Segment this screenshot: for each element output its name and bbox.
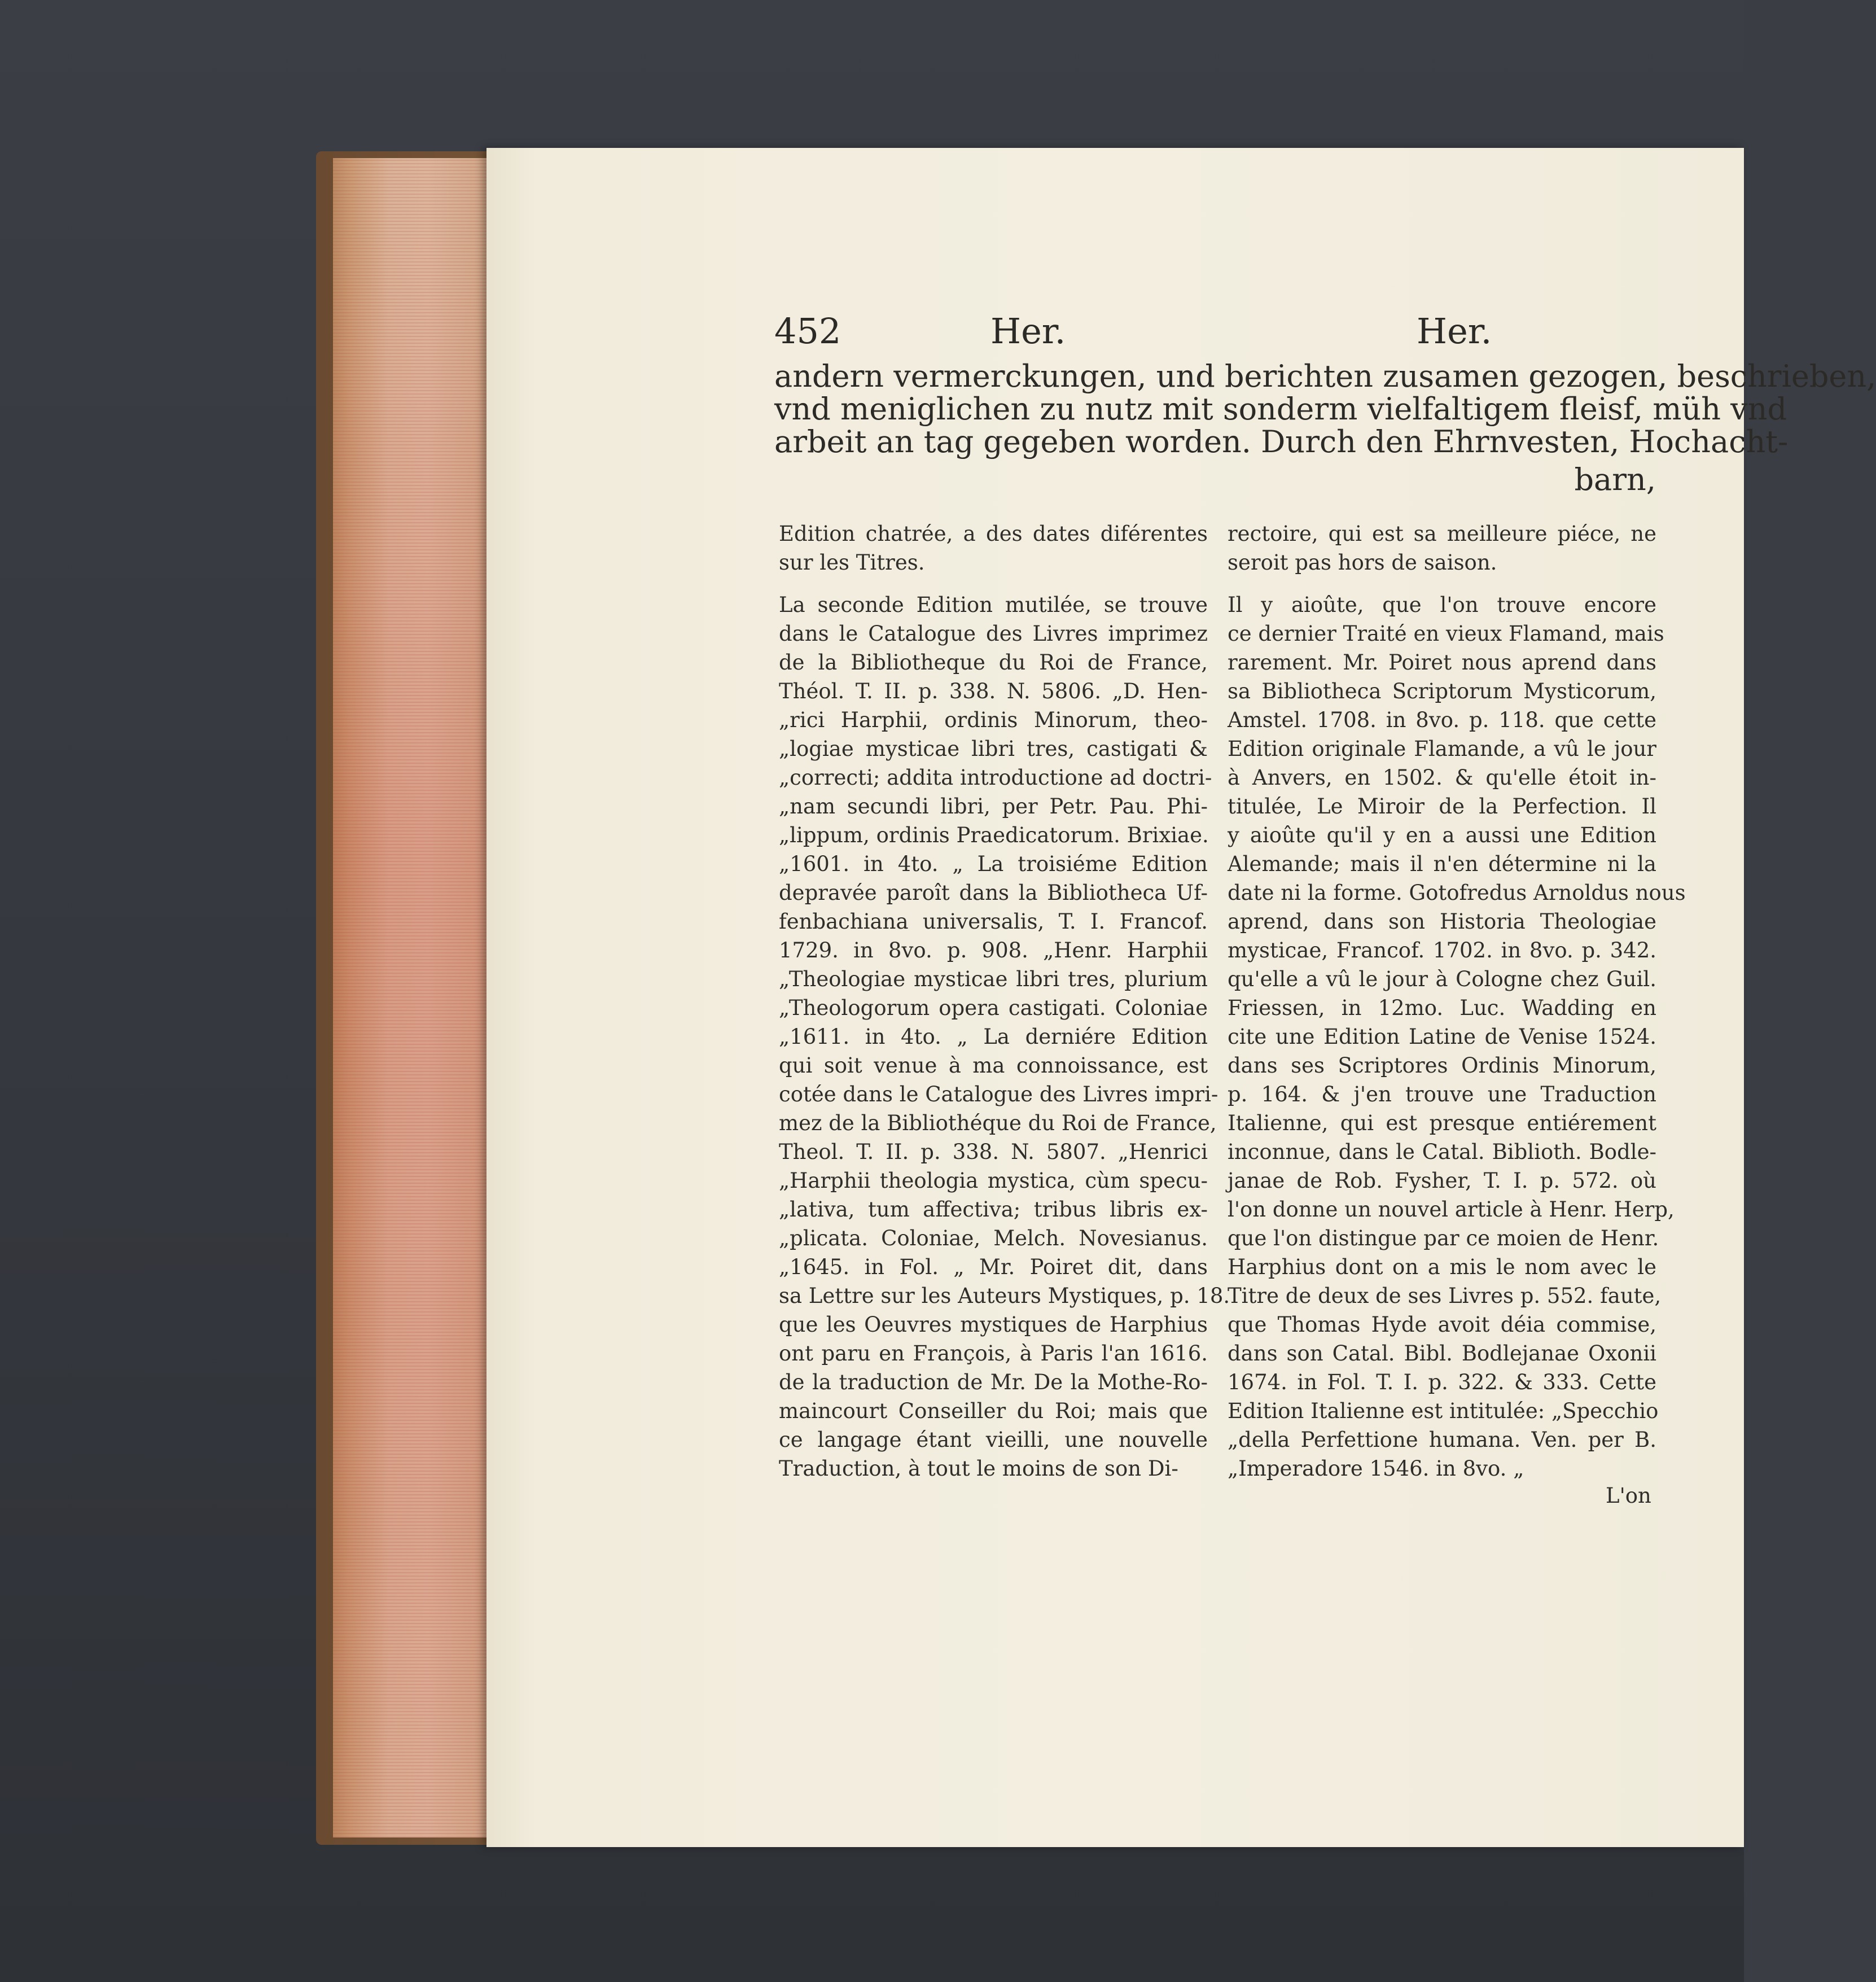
- paragraph-gap: [1228, 577, 1656, 590]
- text-line: Italienne, qui est presque entiérement: [1228, 1111, 1656, 1135]
- text-line: rarement. Mr. Poiret nous aprend dans: [1228, 650, 1656, 675]
- text-line: sa Lettre sur les Auteurs Mystiques, p. 18.: [779, 1284, 1230, 1308]
- text-line: dans le Catalogue des Livres imprimez: [779, 622, 1208, 646]
- text-line: sur les Titres.: [779, 550, 925, 575]
- text-line: que l'on distingue par ce moien de Henr.: [1228, 1226, 1659, 1250]
- text-line: p. 164. & j'en trouve une Traduction: [1228, 1082, 1656, 1106]
- text-line: 1674. in Fol. T. I. p. 322. & 333. Cette: [1228, 1370, 1656, 1394]
- text-line: „Theologorum opera castigati. Coloniae: [779, 996, 1208, 1020]
- text-line: qui soit venue à ma connoissance, est: [779, 1053, 1208, 1078]
- text-line: „della Perfettione humana. Ven. per B.: [1228, 1428, 1656, 1452]
- text-line: Friessen, in 12mo. Luc. Wadding en: [1228, 996, 1656, 1020]
- running-head-right: Her.: [1417, 310, 1492, 352]
- text-line: Titre de deux de ses Livres p. 552. faute,: [1228, 1284, 1662, 1308]
- text-line: „lippum, ordinis Praedicatorum. Brixiae.: [779, 823, 1209, 847]
- text-line: Il y aioûte, que l'on trouve encore: [1228, 593, 1656, 617]
- text-line: l'on donne un nouvel article à Henr. Herp,: [1228, 1197, 1675, 1222]
- carryover-line-3: arbeit an tag gegeben worden. Durch den Ehrnvesten, Hochacht-: [774, 424, 1789, 460]
- text-line: „1645. in Fol. „ Mr. Poiret dit, dans: [779, 1255, 1208, 1279]
- text-line: „Theologiae mysticae libri tres, plurium: [779, 967, 1208, 991]
- text-line: Edition Italienne est intitulée: „Specchio: [1228, 1399, 1659, 1423]
- carryover-line-2: vnd meniglichen zu nutz mit sonderm vielfaltigem fleisf, müh vnd: [774, 391, 1787, 427]
- text-line: ce dernier Traité en vieux Flamand, mais: [1228, 622, 1664, 646]
- text-line: dans ses Scriptores Ordinis Minorum,: [1228, 1053, 1656, 1078]
- text-line: janae de Rob. Fysher, T. I. p. 572. où: [1228, 1169, 1656, 1193]
- right-column: [1228, 519, 1686, 1483]
- text-line: „correcti; addita introductione ad doctri-: [779, 765, 1212, 790]
- text-line: maincourt Conseiller du Roi; mais que: [779, 1399, 1208, 1423]
- text-line: que Thomas Hyde avoit déia commise,: [1228, 1312, 1656, 1337]
- text-line: dans son Catal. Bibl. Bodlejanae Oxonii: [1228, 1341, 1656, 1366]
- text-line: titulée, Le Miroir de la Perfection. Il: [1228, 794, 1656, 819]
- text-line: „Imperadore 1546. in 8vo. „: [1228, 1456, 1524, 1481]
- text-line: Theol. T. II. p. 338. N. 5807. „Henrici: [779, 1140, 1208, 1164]
- text-line: „lativa, tum affectiva; tribus libris ex-: [779, 1197, 1208, 1222]
- text-line: cotée dans le Catalogue des Livres impri-: [779, 1082, 1218, 1106]
- text-line: Alemande; mais il n'en détermine ni la: [1228, 852, 1656, 876]
- text-line: à Anvers, en 1502. & qu'elle étoit in-: [1228, 765, 1656, 790]
- text-line: Théol. T. II. p. 338. N. 5806. „D. Hen-: [779, 679, 1208, 703]
- text-line: Amstel. 1708. in 8vo. p. 118. que cette: [1228, 708, 1656, 732]
- text-line: „rici Harphii, ordinis Minorum, theo-: [779, 708, 1208, 732]
- column-catchword: L'on: [1606, 1484, 1651, 1508]
- text-line: „nam secundi libri, per Petr. Pau. Phi-: [779, 794, 1208, 819]
- text-line: Edition chatrée, a des dates diférentes: [779, 522, 1208, 546]
- text-line: inconnue, dans le Catal. Biblioth. Bodle-: [1228, 1140, 1656, 1164]
- paragraph-gap: [779, 577, 1208, 590]
- text-line: mysticae, Francof. 1702. in 8vo. p. 342.: [1228, 938, 1656, 962]
- text-line: depravée paroît dans la Bibliotheca Uf-: [779, 881, 1208, 905]
- sprinkled-page-edges: [333, 158, 491, 1837]
- text-line: que les Oeuvres mystiques de Harphius: [779, 1312, 1208, 1337]
- text-line: „Harphii theologia mystica, cùm specu-: [779, 1169, 1208, 1193]
- carryover-line-1: andern vermerckungen, und berichten zusamen gezogen, beschrieben,: [774, 358, 1876, 394]
- text-line: qu'elle a vû le jour à Cologne chez Guil.: [1228, 967, 1656, 991]
- text-line: Harphius dont on a mis le nom avec le: [1228, 1255, 1656, 1279]
- text-line: „logiae mysticae libri tres, castigati &: [779, 737, 1208, 761]
- text-line: aprend, dans son Historia Theologiae: [1228, 909, 1656, 934]
- text-line: date ni la forme. Gotofredus Arnoldus nous: [1228, 881, 1686, 905]
- text-line: de la traduction de Mr. De la Mothe-Ro-: [779, 1370, 1208, 1394]
- text-line: 1729. in 8vo. p. 908. „Henr. Harphii: [779, 938, 1208, 962]
- text-line: fenbachiana universalis, T. I. Francof.: [779, 909, 1208, 934]
- text-line: Traduction, à tout le moins de son Di-: [779, 1456, 1178, 1481]
- text-line: rectoire, qui est sa meilleure piéce, ne: [1228, 522, 1656, 546]
- text-line: ont paru en François, à Paris l'an 1616.: [779, 1341, 1208, 1366]
- running-head-left: Her.: [990, 310, 1066, 352]
- text-line: y aioûte qu'il y en a aussi une Edition: [1228, 823, 1656, 847]
- text-line: „1601. in 4to. „ La troisiéme Edition: [779, 852, 1208, 876]
- text-line: de la Bibliotheque du Roi de France,: [779, 650, 1208, 675]
- text-line: sa Bibliotheca Scriptorum Mysticorum,: [1228, 679, 1656, 703]
- text-line: La seconde Edition mutilée, se trouve: [779, 593, 1208, 617]
- text-line: mez de la Bibliothéque du Roi de France,: [779, 1111, 1217, 1135]
- text-line: „1611. in 4to. „ La derniére Edition: [779, 1025, 1208, 1049]
- text-line: ce langage étant vieilli, une nouvelle: [779, 1428, 1208, 1452]
- top-catchword: barn,: [1574, 462, 1656, 497]
- text-line: cite une Edition Latine de Venise 1524.: [1228, 1025, 1656, 1049]
- text-line: Edition originale Flamande, a vû le jour: [1228, 737, 1656, 761]
- page-number: 452: [774, 310, 841, 352]
- left-column: [779, 519, 1230, 1483]
- text-line: seroit pas hors de saison.: [1228, 550, 1497, 575]
- text-line: „plicata. Coloniae, Melch. Novesianus.: [779, 1226, 1208, 1250]
